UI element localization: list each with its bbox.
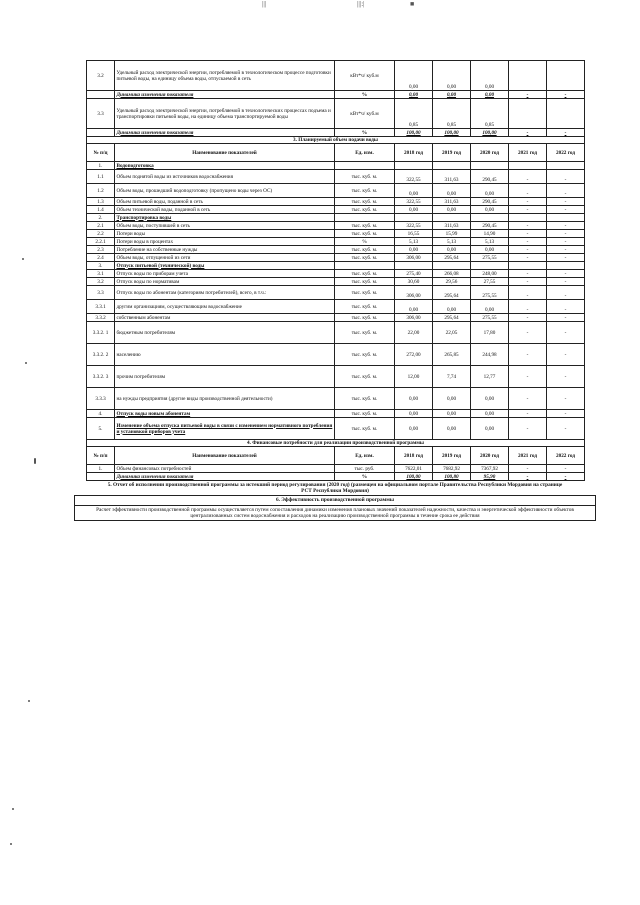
row-value: 7,74 <box>433 366 471 388</box>
row-value: 0,00 <box>395 410 433 418</box>
row-name: населению <box>115 344 335 366</box>
row-value: 5,13 <box>433 238 471 246</box>
empty-cell <box>547 214 585 222</box>
row-value: 0,00 <box>395 300 433 314</box>
scan-mark: ||| <box>262 0 267 8</box>
row-name: Динамика изменения показателя <box>115 129 335 137</box>
empty-cell <box>335 262 395 270</box>
col-header-year: 2020 год <box>471 447 509 465</box>
row-unit: тыс. куб. м. <box>335 254 395 262</box>
table-row <box>87 61 585 91</box>
row-value: 12,00 <box>395 366 433 388</box>
col-header-year: 2018 год <box>395 144 433 162</box>
table-row <box>87 286 585 300</box>
table-row <box>87 184 585 198</box>
row-value: 0,00 <box>471 61 509 91</box>
row-number: 2.2.1 <box>87 238 115 246</box>
row-number: 5. <box>87 418 115 440</box>
row-number: 2.3 <box>87 246 115 254</box>
row-value: - <box>547 314 585 322</box>
table-row <box>87 230 585 238</box>
empty-cell <box>335 162 395 170</box>
row-name: Потребление на собственные нужды <box>115 246 335 254</box>
row-number: 2.2 <box>87 230 115 238</box>
table-row <box>87 388 585 410</box>
row-number: 2. <box>87 214 115 222</box>
col-header-year: 2021 год <box>509 447 547 465</box>
table-row <box>87 262 585 270</box>
row-value: - <box>509 91 547 99</box>
row-value: 275,55 <box>471 314 509 322</box>
row-unit: тыс. куб. м. <box>335 366 395 388</box>
section-4-title: 4. Финансовые потребности для реализации производственной программы <box>87 440 585 447</box>
row-name: Отпуск воды по абонентам (категориям потребителей), всего, в т.ч.: <box>115 286 335 300</box>
row-value: - <box>547 286 585 300</box>
row-value: 0,00 <box>471 184 509 198</box>
row-unit: тыс. куб. м. <box>335 322 395 344</box>
row-number: 3.3 <box>87 286 115 300</box>
scan-speck <box>25 362 27 364</box>
scan-speck <box>34 458 36 464</box>
row-value: 266,08 <box>433 270 471 278</box>
row-number: 3. <box>87 262 115 270</box>
row-value <box>547 61 585 91</box>
col-header-num: № п/п <box>87 447 115 465</box>
row-value: - <box>547 184 585 198</box>
row-value: 100,00 <box>433 129 471 137</box>
row-value: 100,00 <box>471 129 509 137</box>
row-value: 100,00 <box>395 473 433 481</box>
table-row <box>87 214 585 222</box>
row-value: - <box>509 314 547 322</box>
row-value: - <box>509 254 547 262</box>
row-value: 30,60 <box>395 278 433 286</box>
row-value: - <box>509 278 547 286</box>
section-3-title: 3. Планируемый объем подачи воды <box>87 137 585 144</box>
table-row <box>87 99 585 129</box>
row-number <box>87 473 115 481</box>
row-value <box>509 99 547 129</box>
row-unit: тыс. руб. <box>335 465 395 473</box>
table-row <box>87 366 585 388</box>
scan-speck <box>28 700 30 702</box>
row-value: - <box>547 278 585 286</box>
row-unit: кВт*ч/ куб.м <box>335 99 395 129</box>
row-value: - <box>547 344 585 366</box>
row-value: 290,45 <box>471 222 509 230</box>
scan-speck <box>22 258 24 260</box>
col-header-year: 2022 год <box>547 447 585 465</box>
col-header-unit: Ед. изм. <box>335 144 395 162</box>
row-value: 16,55 <box>395 230 433 238</box>
row-value: 295,64 <box>433 286 471 300</box>
row-unit: тыс. куб. м. <box>335 206 395 214</box>
row-value: - <box>509 184 547 198</box>
section-5-title: 5. Отчет об исполнении производственной программы за истекший период регулирования (2020 год) (размещен на официальном портале Правительства Республики Мордовия на странице РСТ Республики Мордовия) <box>107 482 563 495</box>
row-value: 0,00 <box>433 61 471 91</box>
empty-cell <box>509 262 547 270</box>
row-name: прочим потребителям <box>115 366 335 388</box>
energy-table <box>86 60 585 481</box>
scan-mark: ■ <box>410 0 415 8</box>
table-row <box>87 254 585 262</box>
row-name: Потери воды в процентах <box>115 238 335 246</box>
row-value: 22,05 <box>433 322 471 344</box>
row-value: 290,45 <box>471 170 509 184</box>
col-header-year: 2022 год <box>547 144 585 162</box>
col-header-year: 2018 год <box>395 447 433 465</box>
row-value: - <box>547 465 585 473</box>
row-value: 0,00 <box>395 388 433 410</box>
row-value: 306,00 <box>395 254 433 262</box>
row-unit: кВт*ч/ куб.м <box>335 61 395 91</box>
row-value: - <box>509 410 547 418</box>
row-value: - <box>509 286 547 300</box>
row-name: Объем финансовых потребностей <box>115 465 335 473</box>
row-unit: % <box>335 473 395 481</box>
row-value: 0,00 <box>471 91 509 99</box>
row-value: - <box>509 418 547 440</box>
table-row <box>87 344 585 366</box>
row-number: 3.3.3 <box>87 388 115 410</box>
table-row <box>87 418 585 440</box>
row-value: 100,80 <box>433 473 471 481</box>
row-unit: тыс. куб. м. <box>335 314 395 322</box>
row-value: 0,00 <box>395 246 433 254</box>
row-number: 3.3.2. 1 <box>87 322 115 344</box>
row-value: 0,00 <box>433 91 471 99</box>
row-number: 3.1 <box>87 270 115 278</box>
row-number: 3.3.2 <box>87 314 115 322</box>
row-value: - <box>509 322 547 344</box>
row-value: - <box>547 270 585 278</box>
document-sheet <box>86 60 584 521</box>
row-value: 275,55 <box>471 254 509 262</box>
row-value: 0,85 <box>433 99 471 129</box>
row-value: 311,63 <box>433 222 471 230</box>
row-value: 322,55 <box>395 222 433 230</box>
row-unit: тыс. куб. м. <box>335 418 395 440</box>
row-number: 1.1 <box>87 170 115 184</box>
row-unit: тыс. куб. м. <box>335 344 395 366</box>
col-header-year: 2019 год <box>433 144 471 162</box>
row-value: - <box>547 418 585 440</box>
row-value: 0,00 <box>471 388 509 410</box>
row-number: 1. <box>87 162 115 170</box>
row-value: - <box>509 366 547 388</box>
row-value: 7682,92 <box>433 465 471 473</box>
table-row <box>87 270 585 278</box>
row-unit: тыс. куб. м. <box>335 230 395 238</box>
row-name: Объем воды, отпущенной из сети <box>115 254 335 262</box>
row-unit: % <box>335 238 395 246</box>
col-header-name: Наименование показателей <box>115 144 335 162</box>
empty-cell <box>509 214 547 222</box>
empty-cell <box>471 214 509 222</box>
empty-cell <box>395 214 433 222</box>
row-value: 275,55 <box>471 286 509 300</box>
row-value: 0,00 <box>471 410 509 418</box>
empty-cell <box>471 262 509 270</box>
row-value: 0,00 <box>471 246 509 254</box>
row-unit: тыс. куб. м. <box>335 300 395 314</box>
row-value: 7367,92 <box>471 465 509 473</box>
row-value: 100,00 <box>395 129 433 137</box>
row-value: - <box>509 206 547 214</box>
row-name: Объем воды, прошедший водоподготовку (пропущено воды через ОС) <box>115 184 335 198</box>
row-name: Отпуск питьевой (технической) воды <box>115 262 335 270</box>
row-value: 275,40 <box>395 270 433 278</box>
row-number: 3.2 <box>87 61 115 91</box>
row-name: Динамика изменения показателя <box>115 473 335 481</box>
row-value: - <box>547 91 585 99</box>
empty-cell <box>395 162 433 170</box>
row-name: собственным абонентам <box>115 314 335 322</box>
row-name: Объем питьевой воды, поданной в сеть <box>115 198 335 206</box>
table-row <box>87 410 585 418</box>
row-name: Отпуск воды по приборам учета <box>115 270 335 278</box>
row-value: - <box>547 254 585 262</box>
row-value: 29,56 <box>433 278 471 286</box>
row-value: 0,00 <box>433 300 471 314</box>
row-value: - <box>547 198 585 206</box>
empty-cell <box>547 262 585 270</box>
row-name: Удельный расход электрической энергии, потребляемой в технологическом процессе подготовки питьевой воды, на единицу объема воды, отпускаемой в сеть <box>115 61 335 91</box>
row-name: Объем воды, поступившей в сеть <box>115 222 335 230</box>
row-unit: тыс. куб. м. <box>335 388 395 410</box>
col-header-unit: Ед. изм. <box>335 447 395 465</box>
row-value: 22,00 <box>395 322 433 344</box>
row-value: - <box>547 222 585 230</box>
row-unit: тыс. куб. м. <box>335 246 395 254</box>
row-name: Динамика изменения показателя <box>115 91 335 99</box>
empty-cell <box>335 214 395 222</box>
scan-mark: |||:| <box>357 0 365 8</box>
row-value: 0,00 <box>433 418 471 440</box>
row-value: 5,13 <box>395 238 433 246</box>
row-value: 322,55 <box>395 170 433 184</box>
row-name: Потери воды <box>115 230 335 238</box>
row-unit: тыс. куб. м. <box>335 184 395 198</box>
empty-cell <box>509 162 547 170</box>
row-value: 0,00 <box>395 91 433 99</box>
row-value: 322,55 <box>395 198 433 206</box>
row-value: 0,00 <box>433 184 471 198</box>
row-value: - <box>509 344 547 366</box>
row-value: 0,00 <box>433 410 471 418</box>
row-number: 1.4 <box>87 206 115 214</box>
row-value: - <box>509 246 547 254</box>
row-name: Объем технической воды, поданной в сеть <box>115 206 335 214</box>
row-value: - <box>547 238 585 246</box>
row-value: - <box>547 410 585 418</box>
section-6-title: 6. Эффективность производственной программы <box>74 495 596 505</box>
row-value: 311,63 <box>433 170 471 184</box>
row-name: Водоподготовка <box>115 162 335 170</box>
empty-cell <box>395 262 433 270</box>
row-value: - <box>509 270 547 278</box>
row-value: 14,90 <box>471 230 509 238</box>
row-value: 27,55 <box>471 278 509 286</box>
row-value: - <box>547 322 585 344</box>
table-row <box>87 314 585 322</box>
row-unit: тыс. куб. м. <box>335 278 395 286</box>
row-value: 0,85 <box>471 99 509 129</box>
row-value: 0,00 <box>433 388 471 410</box>
table-row <box>87 473 585 481</box>
row-name: бюджетным потребителям <box>115 322 335 344</box>
row-number: 4. <box>87 410 115 418</box>
row-value: 0,00 <box>433 246 471 254</box>
row-number: 1.3 <box>87 198 115 206</box>
col-header-year: 2021 год <box>509 144 547 162</box>
table-row <box>87 300 585 314</box>
scan-speck <box>10 843 12 845</box>
row-value <box>509 61 547 91</box>
row-number: 2.4 <box>87 254 115 262</box>
row-unit: % <box>335 129 395 137</box>
row-number: 3.3 <box>87 99 115 129</box>
row-unit: тыс. куб. м. <box>335 198 395 206</box>
row-value: - <box>547 230 585 238</box>
row-number: 1.2 <box>87 184 115 198</box>
col-header-name: Наименование показателей <box>115 447 335 465</box>
section-6-text: Расчет эффективности производственной программы осуществляется путем сопоставления динамики изменения плановых значений показателей надежности, качества и энергетической эффективности объектов централизованных систем водоснабжения и расходов на реализацию производственной программы в течение срока ее действия <box>74 506 596 521</box>
row-number: 1. <box>87 465 115 473</box>
table-row <box>87 322 585 344</box>
row-value: 5,13 <box>471 238 509 246</box>
row-number <box>87 129 115 137</box>
row-value: 0,00 <box>395 61 433 91</box>
table-row <box>87 278 585 286</box>
row-value: - <box>509 222 547 230</box>
row-value: 295,64 <box>433 254 471 262</box>
scan-speck <box>12 808 14 810</box>
table-row <box>87 246 585 254</box>
empty-cell <box>547 162 585 170</box>
row-value: 0,00 <box>395 184 433 198</box>
row-value: - <box>547 129 585 137</box>
row-value: - <box>509 238 547 246</box>
row-value: 0,00 <box>471 300 509 314</box>
empty-cell <box>433 262 471 270</box>
row-value: 7622,01 <box>395 465 433 473</box>
row-value: 15,99 <box>433 230 471 238</box>
row-value: 306,00 <box>395 314 433 322</box>
row-unit: % <box>335 91 395 99</box>
row-value: 290,45 <box>471 198 509 206</box>
table-row <box>87 238 585 246</box>
row-name: Отпуск воды новым абонентам <box>115 410 335 418</box>
row-value: 306,00 <box>395 286 433 300</box>
row-value: 0,85 <box>395 99 433 129</box>
row-value <box>547 99 585 129</box>
row-value: 0,00 <box>471 418 509 440</box>
empty-cell <box>433 214 471 222</box>
table-row <box>87 170 585 184</box>
row-value: - <box>547 300 585 314</box>
row-value: 272,00 <box>395 344 433 366</box>
row-value: - <box>509 388 547 410</box>
table-row <box>87 222 585 230</box>
row-name: Объем поднятой воды из источников водоснабжения <box>115 170 335 184</box>
row-unit: тыс. куб. м. <box>335 222 395 230</box>
row-value: - <box>509 170 547 184</box>
row-value: - <box>547 388 585 410</box>
row-value: 295,64 <box>433 314 471 322</box>
col-header-year: 2020 год <box>471 144 509 162</box>
row-value: - <box>509 465 547 473</box>
row-value: 0,00 <box>471 206 509 214</box>
row-number: 3.3.1 <box>87 300 115 314</box>
row-value: - <box>509 198 547 206</box>
table-row <box>87 129 585 137</box>
row-value: - <box>509 230 547 238</box>
row-value: 0,00 <box>395 418 433 440</box>
col-header-year: 2019 год <box>433 447 471 465</box>
row-value: - <box>509 473 547 481</box>
empty-cell <box>433 162 471 170</box>
row-number: 3.2 <box>87 278 115 286</box>
row-value: - <box>547 473 585 481</box>
row-number <box>87 91 115 99</box>
row-value: 95,90 <box>471 473 509 481</box>
row-value: 244,98 <box>471 344 509 366</box>
table-row <box>87 206 585 214</box>
row-value: 12,77 <box>471 366 509 388</box>
row-number: 3.3.2. 3 <box>87 366 115 388</box>
row-value: - <box>509 300 547 314</box>
row-value: - <box>547 206 585 214</box>
empty-cell <box>471 162 509 170</box>
row-unit: тыс. куб. м. <box>335 286 395 300</box>
row-name: Изменение объема отпуска питьевой воды в связи с изменением нормативного потребления и установкой приборов учета <box>115 418 335 440</box>
table-row <box>87 198 585 206</box>
row-value: 0,00 <box>395 206 433 214</box>
row-value: - <box>547 366 585 388</box>
row-name: Удельный расход электрической энергии, потребляемой в технологических процессах подъема и транспортировки питьевой воды, на единицу объема транспортируемой воды <box>115 99 335 129</box>
table-row <box>87 465 585 473</box>
col-header-num: № п/ц <box>87 144 115 162</box>
row-unit: тыс. куб. м. <box>335 270 395 278</box>
row-name: на нужды предприятия (другие виды производственной деятельности) <box>115 388 335 410</box>
row-number: 3.3.2. 2 <box>87 344 115 366</box>
row-value: - <box>547 170 585 184</box>
row-value: 17,80 <box>471 322 509 344</box>
row-value: 265,85 <box>433 344 471 366</box>
row-value: 0,00 <box>433 206 471 214</box>
row-number: 2.1 <box>87 222 115 230</box>
row-value: 248,00 <box>471 270 509 278</box>
row-value: - <box>547 246 585 254</box>
table-row <box>87 162 585 170</box>
row-name: другим организациям, осуществляющим водоснабжение <box>115 300 335 314</box>
row-value: 311,63 <box>433 198 471 206</box>
table-row <box>87 91 585 99</box>
row-unit: тыс. куб. м. <box>335 170 395 184</box>
row-value: - <box>509 129 547 137</box>
row-name: Отпуск воды по нормативам <box>115 278 335 286</box>
row-unit: тыс. куб. м. <box>335 410 395 418</box>
row-name: Транспортировка воды <box>115 214 335 222</box>
